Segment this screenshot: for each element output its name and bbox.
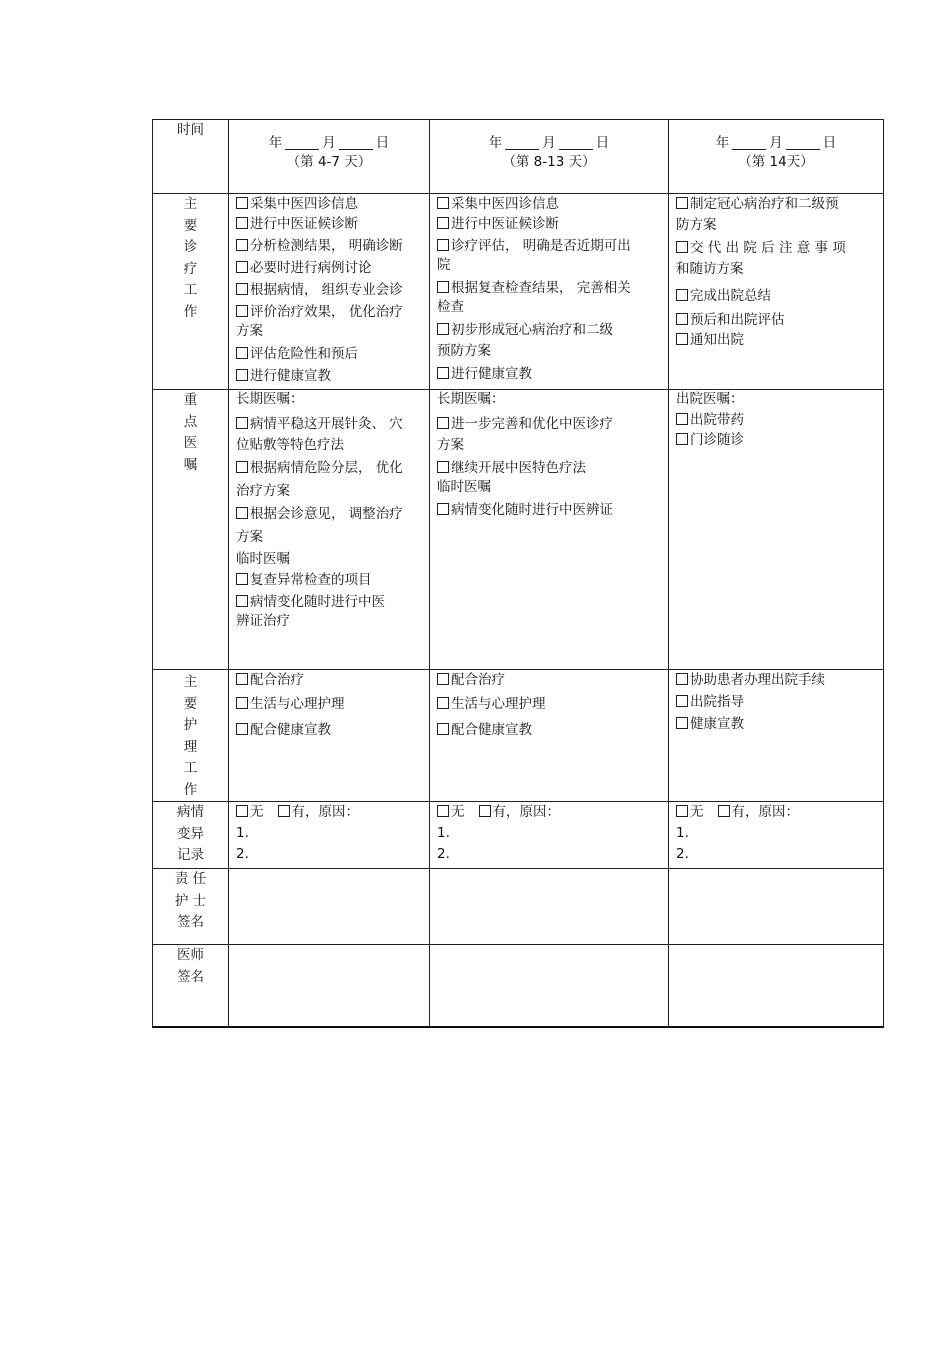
checkbox-icon[interactable] bbox=[236, 261, 248, 273]
item-text: 根据病情， 组织专业会诊 bbox=[250, 282, 403, 298]
nurse-signature-header bbox=[153, 869, 229, 945]
reason-line[interactable]: 2. bbox=[437, 846, 450, 862]
label-char: 作 bbox=[183, 303, 198, 320]
doctor-signature-field[interactable] bbox=[430, 945, 669, 1027]
checkbox-icon[interactable] bbox=[236, 305, 248, 317]
time-label: 时间 bbox=[177, 122, 204, 138]
checkbox-icon[interactable] bbox=[676, 695, 688, 707]
checklist-item[interactable] bbox=[437, 723, 668, 745]
checkbox-icon[interactable] bbox=[437, 697, 449, 709]
section-label: 出院医嘱： bbox=[676, 391, 744, 407]
checkbox-icon[interactable] bbox=[236, 507, 248, 519]
item-continuation: 方案 bbox=[437, 437, 464, 453]
month-label: 月 bbox=[322, 134, 336, 151]
checkbox-icon[interactable] bbox=[236, 347, 248, 359]
day-range-note: （第 4-7 天） bbox=[286, 154, 372, 170]
month-blank[interactable] bbox=[285, 135, 319, 150]
checkbox-icon[interactable] bbox=[236, 217, 248, 229]
diagnosis-row bbox=[153, 194, 884, 390]
checkbox-icon[interactable] bbox=[236, 239, 248, 251]
checklist-item[interactable] bbox=[676, 333, 883, 353]
item-text: 生活与心理护理 bbox=[250, 696, 345, 712]
item-text: 复查异常检查的项目 bbox=[250, 572, 372, 588]
section-label: 临时医嘱 bbox=[437, 479, 491, 495]
day-range-note: （第 8-13 天） bbox=[502, 154, 596, 170]
label-char: 要 bbox=[183, 695, 198, 712]
item-text: 完成出院总结 bbox=[690, 288, 771, 304]
day-label: 日 bbox=[822, 134, 837, 151]
variance-row-header bbox=[153, 802, 229, 869]
label-char: 点 bbox=[183, 413, 198, 430]
label-char: 作 bbox=[183, 781, 198, 798]
checkbox-icon[interactable] bbox=[437, 217, 449, 229]
item-text: 进行健康宣教 bbox=[451, 366, 532, 382]
variance-row bbox=[153, 802, 884, 869]
none-checkbox[interactable] bbox=[236, 805, 248, 817]
clinical-pathway-table bbox=[152, 119, 884, 1028]
none-label: 无 bbox=[250, 804, 264, 820]
variance-col-3 bbox=[669, 802, 884, 869]
item-text: 根据会诊意见， 调整治疗 bbox=[250, 506, 403, 522]
checkbox-icon[interactable] bbox=[676, 673, 688, 685]
checklist-item[interactable] bbox=[236, 261, 429, 283]
checklist-item[interactable] bbox=[236, 239, 429, 261]
doctor-signature-header bbox=[153, 945, 229, 1027]
reason-line[interactable]: 2. bbox=[236, 846, 249, 862]
checkbox-icon[interactable] bbox=[676, 313, 688, 325]
checkbox-icon[interactable] bbox=[236, 723, 248, 735]
none-label: 无 bbox=[451, 804, 465, 820]
checklist-item[interactable] bbox=[676, 197, 883, 219]
checklist-item[interactable] bbox=[437, 281, 668, 301]
item-text: 评估危险性和预后 bbox=[250, 346, 358, 362]
checkbox-icon[interactable] bbox=[236, 417, 248, 429]
checkbox-icon[interactable] bbox=[437, 503, 449, 515]
item-text: 进一步完善和优化中医诊疗 bbox=[451, 416, 613, 432]
label-line: 变异 bbox=[177, 825, 204, 842]
checklist-item[interactable] bbox=[437, 323, 668, 345]
checkbox-icon[interactable] bbox=[437, 281, 449, 293]
checklist-item[interactable] bbox=[437, 673, 668, 697]
label-line: 签名 bbox=[177, 968, 204, 985]
checklist-item[interactable] bbox=[236, 347, 429, 369]
has-checkbox[interactable] bbox=[278, 805, 290, 817]
label-char: 诊 bbox=[183, 239, 198, 255]
item-text: 初步形成冠心病治疗和二级 bbox=[451, 322, 613, 338]
header-row bbox=[153, 120, 884, 194]
label-char: 重 bbox=[183, 392, 198, 408]
nurse-signature-field[interactable] bbox=[229, 869, 430, 945]
year-label: 年 bbox=[488, 134, 503, 151]
checkbox-icon[interactable] bbox=[437, 367, 449, 379]
label-line: 签名 bbox=[177, 914, 204, 930]
vertical-label bbox=[153, 390, 228, 476]
variance-col-1 bbox=[229, 802, 430, 869]
checklist-item[interactable] bbox=[236, 217, 429, 239]
reason-line[interactable]: 1. bbox=[676, 825, 689, 841]
checkbox-icon[interactable] bbox=[676, 333, 688, 345]
section-label: 临时医嘱 bbox=[236, 551, 290, 567]
label-char: 疗 bbox=[183, 260, 198, 277]
item-text: 生活与心理护理 bbox=[451, 696, 546, 712]
section-label: 长期医嘱： bbox=[437, 391, 505, 407]
orders-col-3 bbox=[669, 390, 884, 670]
has-checkbox[interactable] bbox=[479, 805, 491, 817]
day-label: 日 bbox=[595, 134, 610, 151]
checkbox-icon[interactable] bbox=[676, 717, 688, 729]
nursing-col-3 bbox=[669, 670, 884, 802]
orders-row bbox=[153, 390, 884, 670]
item-text: 评价治疗效果， 优化治疗 bbox=[250, 304, 403, 320]
item-text: 通知出院 bbox=[690, 332, 744, 348]
item-text: 配合健康宣教 bbox=[250, 722, 331, 738]
item-text: 根据病情危险分层， 优化 bbox=[250, 460, 403, 476]
item-text: 健康宣教 bbox=[690, 716, 744, 732]
date-column-1 bbox=[229, 120, 430, 194]
checklist-item[interactable] bbox=[236, 673, 429, 697]
item-text: 继续开展中医特色疗法 bbox=[451, 460, 586, 476]
checklist-item[interactable] bbox=[437, 461, 668, 481]
checklist-item[interactable] bbox=[676, 433, 883, 453]
diagnosis-row-header bbox=[153, 194, 229, 390]
vertical-label bbox=[153, 670, 228, 801]
date-line bbox=[430, 132, 668, 150]
checklist-item[interactable] bbox=[676, 241, 883, 263]
vertical-label bbox=[153, 802, 228, 867]
checkbox-icon[interactable] bbox=[437, 723, 449, 735]
item-text: 交 代 出 院 后 注 意 事 项 bbox=[690, 240, 846, 256]
item-text: 配合健康宣教 bbox=[451, 722, 532, 738]
item-text: 配合治疗 bbox=[250, 672, 304, 688]
nursing-col-2 bbox=[430, 670, 669, 802]
checklist-item[interactable] bbox=[676, 313, 883, 333]
variance-options bbox=[437, 805, 668, 827]
day-blank[interactable] bbox=[559, 135, 593, 150]
item-text: 诊疗评估， 明确是否近期可出 bbox=[451, 238, 631, 254]
checklist-item[interactable] bbox=[236, 369, 429, 389]
item-continuation: 位贴敷等特色疗法 bbox=[236, 437, 344, 453]
label-line: 病情 bbox=[177, 804, 204, 820]
variance-col-2 bbox=[430, 802, 669, 869]
label-char: 理 bbox=[183, 738, 198, 755]
vertical-label bbox=[153, 869, 228, 934]
date-column-2 bbox=[430, 120, 669, 194]
checklist-item[interactable] bbox=[676, 289, 883, 313]
time-header-cell bbox=[153, 120, 229, 194]
checklist-item[interactable] bbox=[236, 507, 429, 531]
nursing-row-header bbox=[153, 670, 229, 802]
checklist-item[interactable] bbox=[437, 503, 668, 525]
item-continuation: 辨证治疗 bbox=[236, 613, 290, 629]
section-label: 长期医嘱： bbox=[236, 391, 304, 407]
label-char: 医 bbox=[183, 435, 198, 451]
label-char: 主 bbox=[183, 674, 198, 690]
item-text: 分析检测结果， 明确诊断 bbox=[250, 238, 403, 254]
checkbox-icon[interactable] bbox=[236, 283, 248, 295]
checklist-item[interactable] bbox=[437, 197, 668, 217]
none-label: 无 bbox=[690, 804, 704, 820]
doctor-signature-field[interactable] bbox=[669, 945, 884, 1027]
date-line bbox=[229, 132, 429, 150]
checklist-item[interactable] bbox=[437, 417, 668, 439]
month-blank[interactable] bbox=[732, 135, 766, 150]
day-range-note: （第 14天） bbox=[738, 154, 814, 170]
checkbox-icon[interactable] bbox=[676, 197, 688, 209]
checklist-item[interactable] bbox=[676, 717, 883, 739]
nursing-col-1 bbox=[229, 670, 430, 802]
item-continuation: 预防方案 bbox=[437, 343, 491, 359]
item-text: 进行健康宣教 bbox=[250, 368, 331, 384]
checklist-item[interactable] bbox=[236, 305, 429, 325]
label-char: 工 bbox=[183, 760, 198, 776]
label-char: 要 bbox=[183, 217, 198, 234]
checkbox-icon[interactable] bbox=[676, 241, 688, 253]
checklist-item[interactable] bbox=[437, 217, 668, 239]
label-line: 记录 bbox=[177, 847, 204, 863]
checklist-item[interactable] bbox=[236, 283, 429, 305]
checklist-item[interactable] bbox=[676, 413, 883, 433]
item-continuation: 院 bbox=[437, 257, 451, 273]
label-char: 嘱 bbox=[183, 456, 198, 473]
item-continuation: 方案 bbox=[236, 323, 263, 339]
orders-row-header bbox=[153, 390, 229, 670]
checkbox-icon[interactable] bbox=[437, 673, 449, 685]
date-line bbox=[669, 132, 883, 150]
item-text: 门诊随诊 bbox=[690, 432, 744, 448]
checklist-item[interactable] bbox=[437, 239, 668, 259]
label-char: 工 bbox=[183, 282, 198, 298]
orders-col-1 bbox=[229, 390, 430, 670]
none-checkbox[interactable] bbox=[437, 805, 449, 817]
checkbox-icon[interactable] bbox=[236, 595, 248, 607]
checkbox-icon[interactable] bbox=[437, 417, 449, 429]
checkbox-icon[interactable] bbox=[236, 573, 248, 585]
checkbox-icon[interactable] bbox=[676, 289, 688, 301]
item-continuation: 检查 bbox=[437, 299, 464, 315]
has-label: 有，原因： bbox=[291, 804, 359, 820]
item-text: 协助患者办理出院手续 bbox=[690, 672, 825, 688]
checkbox-icon[interactable] bbox=[676, 433, 688, 445]
checklist-item[interactable] bbox=[236, 697, 429, 723]
vertical-label bbox=[153, 194, 228, 323]
month-blank[interactable] bbox=[505, 135, 539, 150]
checklist-item[interactable] bbox=[236, 417, 429, 439]
item-continuation: 方案 bbox=[236, 529, 263, 545]
item-text: 采集中医四诊信息 bbox=[451, 196, 559, 212]
variance-options bbox=[236, 805, 429, 827]
reason-line[interactable]: 1. bbox=[437, 825, 450, 841]
label-line: 护 士 bbox=[174, 892, 207, 909]
checklist-item[interactable] bbox=[236, 461, 429, 485]
checklist-item[interactable] bbox=[236, 723, 429, 745]
item-text: 必要时进行病例讨论 bbox=[250, 260, 372, 276]
nurse-signature-field[interactable] bbox=[430, 869, 669, 945]
doctor-signature-field[interactable] bbox=[229, 945, 430, 1027]
label-line: 医师 bbox=[177, 947, 204, 963]
reason-line[interactable]: 2. bbox=[676, 846, 689, 862]
item-text: 进行中医证候诊断 bbox=[250, 216, 358, 232]
nursing-row bbox=[153, 670, 884, 802]
checkbox-icon[interactable] bbox=[437, 197, 449, 209]
item-text: 出院指导 bbox=[690, 694, 744, 710]
orders-col-2 bbox=[430, 390, 669, 670]
nurse-signature-row bbox=[153, 869, 884, 945]
diagnosis-col-1 bbox=[229, 194, 430, 390]
month-label: 月 bbox=[769, 134, 783, 151]
item-text: 采集中医四诊信息 bbox=[250, 196, 358, 212]
item-continuation: 防方案 bbox=[676, 217, 717, 233]
nurse-signature-field[interactable] bbox=[669, 869, 884, 945]
checklist-item[interactable] bbox=[236, 595, 429, 615]
checklist-item[interactable] bbox=[437, 697, 668, 723]
date-column-3 bbox=[669, 120, 884, 194]
vertical-label bbox=[153, 945, 228, 988]
item-text: 配合治疗 bbox=[451, 672, 505, 688]
item-text: 病情变化随时进行中医 bbox=[250, 594, 385, 610]
item-text: 出院带药 bbox=[690, 412, 744, 428]
item-text: 根据复查检查结果， 完善相关 bbox=[451, 280, 631, 296]
checkbox-icon[interactable] bbox=[437, 461, 449, 473]
diagnosis-col-3 bbox=[669, 194, 884, 390]
checkbox-icon[interactable] bbox=[236, 369, 248, 381]
checkbox-icon[interactable] bbox=[236, 673, 248, 685]
year-label: 年 bbox=[268, 134, 283, 151]
label-char: 主 bbox=[183, 196, 198, 212]
checkbox-icon[interactable] bbox=[236, 197, 248, 209]
year-label: 年 bbox=[715, 134, 730, 151]
item-continuation: 和随访方案 bbox=[676, 261, 744, 277]
none-checkbox[interactable] bbox=[676, 805, 688, 817]
checkbox-icon[interactable] bbox=[236, 697, 248, 709]
label-line: 责 任 bbox=[174, 871, 207, 887]
day-blank[interactable] bbox=[786, 135, 820, 150]
checkbox-icon[interactable] bbox=[236, 461, 248, 473]
day-blank[interactable] bbox=[339, 135, 373, 150]
has-label: 有，原因： bbox=[731, 804, 799, 820]
checklist-item[interactable] bbox=[236, 573, 429, 595]
checkbox-icon[interactable] bbox=[437, 323, 449, 335]
item-text: 病情变化随时进行中医辨证 bbox=[451, 502, 613, 518]
doctor-signature-row bbox=[153, 945, 884, 1027]
has-checkbox[interactable] bbox=[718, 805, 730, 817]
variance-options bbox=[676, 805, 883, 827]
checkbox-icon[interactable] bbox=[437, 239, 449, 251]
label-char: 护 bbox=[183, 717, 198, 733]
checklist-item[interactable] bbox=[236, 197, 429, 217]
item-text: 进行中医证候诊断 bbox=[451, 216, 559, 232]
item-text: 预后和出院评估 bbox=[690, 312, 785, 328]
checklist-item[interactable] bbox=[676, 695, 883, 717]
checklist-item[interactable] bbox=[676, 673, 883, 695]
diagnosis-col-2 bbox=[430, 194, 669, 390]
has-label: 有，原因： bbox=[492, 804, 560, 820]
checklist-item[interactable] bbox=[437, 367, 668, 387]
item-text: 制定冠心病治疗和二级预 bbox=[690, 196, 839, 212]
checkbox-icon[interactable] bbox=[676, 413, 688, 425]
item-text: 病情平稳这开展针灸、 穴 bbox=[250, 416, 403, 432]
month-label: 月 bbox=[542, 134, 556, 151]
reason-line[interactable]: 1. bbox=[236, 825, 249, 841]
item-continuation: 治疗方案 bbox=[236, 483, 290, 499]
day-label: 日 bbox=[375, 134, 390, 151]
